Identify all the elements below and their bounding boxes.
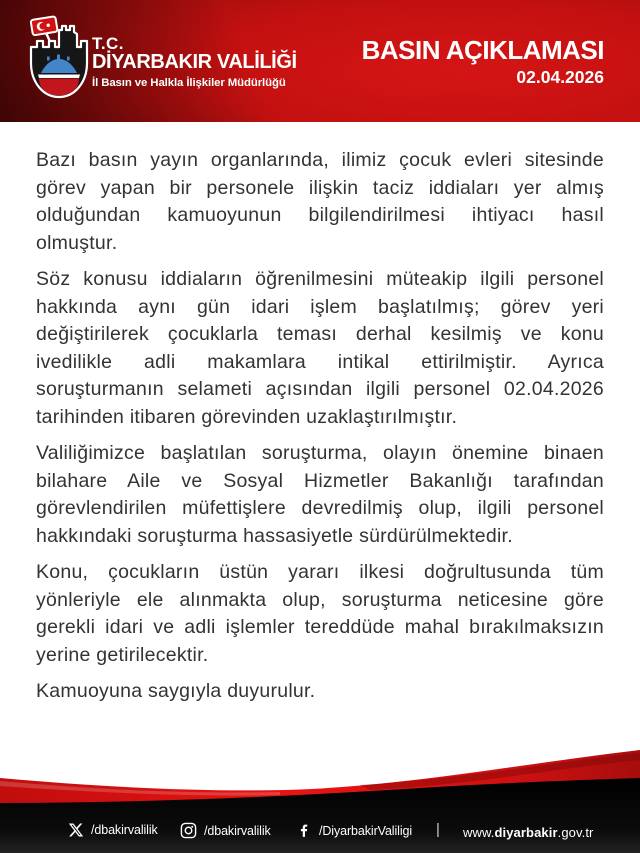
instagram-icon <box>180 822 197 839</box>
website-suffix: .gov.tr <box>557 825 594 840</box>
press-release-text <box>0 122 640 733</box>
website-domain: diyarbakir <box>494 825 558 840</box>
org-name: DİYARBAKIR VALİLİĞİ <box>92 51 297 74</box>
social-link-x[interactable] <box>68 822 158 838</box>
website-link[interactable] <box>463 825 594 840</box>
release-date: 02.04.2026 <box>516 67 604 88</box>
org-subtitle: İl Basın ve Halkla İlişkiler Müdürlüğü <box>92 76 286 89</box>
facebook-icon <box>296 822 312 839</box>
release-block <box>362 37 604 88</box>
paragraph: Bazı basın yayın organlarında, ilimiz çocuk evleri sitesinde görev yapan bir personele ilişkin taciz iddiaları yer almış olduğundan kamuoyunun bilgilendirilmesi ihtiyacı hasıl olmuştur. <box>36 149 604 254</box>
paragraph: Konu, çocukların üstün yararı ilkesi doğrultusunda tüm yönleriyle ele alınmakta olup, soruşturma neticesine göre gerekli idari ve adli işlemler tereddüde mahal bırakılmaksızın yerine getirilecektir. <box>36 561 604 666</box>
website-prefix: www. <box>463 825 495 840</box>
social-handle: /dbakirvalilik <box>91 823 158 837</box>
release-title: BASIN AÇIKLAMASI <box>361 35 604 65</box>
social-link-instagram[interactable] <box>180 822 271 839</box>
social-handle: /dbakirvalilik <box>204 823 271 838</box>
social-link-facebook[interactable] <box>296 822 412 839</box>
org-title-block <box>92 35 297 89</box>
paragraph: Kamuoyuna saygıyla duyurulur. <box>36 680 316 702</box>
header <box>0 0 640 122</box>
x-icon <box>68 822 84 838</box>
org-logo <box>26 11 90 107</box>
org-prefix: T.C. <box>92 34 124 53</box>
footer <box>0 733 640 853</box>
paragraph: Söz konusu iddiaların öğrenilmesini müteakip ilgili personel hakkında aynı gün idari işlem başlatılmış; görev yeri değiştirilerek çocuklarla teması derhal kesilmiş ve konu ivedilikle adli makamlara intikal ettirilmiştir. Ayrıca soruşturmanın selameti açısından ilgili personel 02.04.2026 tarihinden itibaren görevinden uzaklaştırılmıştır. <box>36 268 604 428</box>
footer-divider: | <box>436 821 440 838</box>
social-handle: /DiyarbakirValiligi <box>319 823 413 838</box>
paragraph: Valiliğimizce başlatılan soruşturma, olayın önemine binaen bilahare Aile ve Sosyal Hizmetler Bakanlığı tarafından görevlendirilen müfettişlere devredilmiş olup, ilgili personel hakkındaki soruşturma hassasiyetle sürdürülmektedir. <box>36 442 604 547</box>
